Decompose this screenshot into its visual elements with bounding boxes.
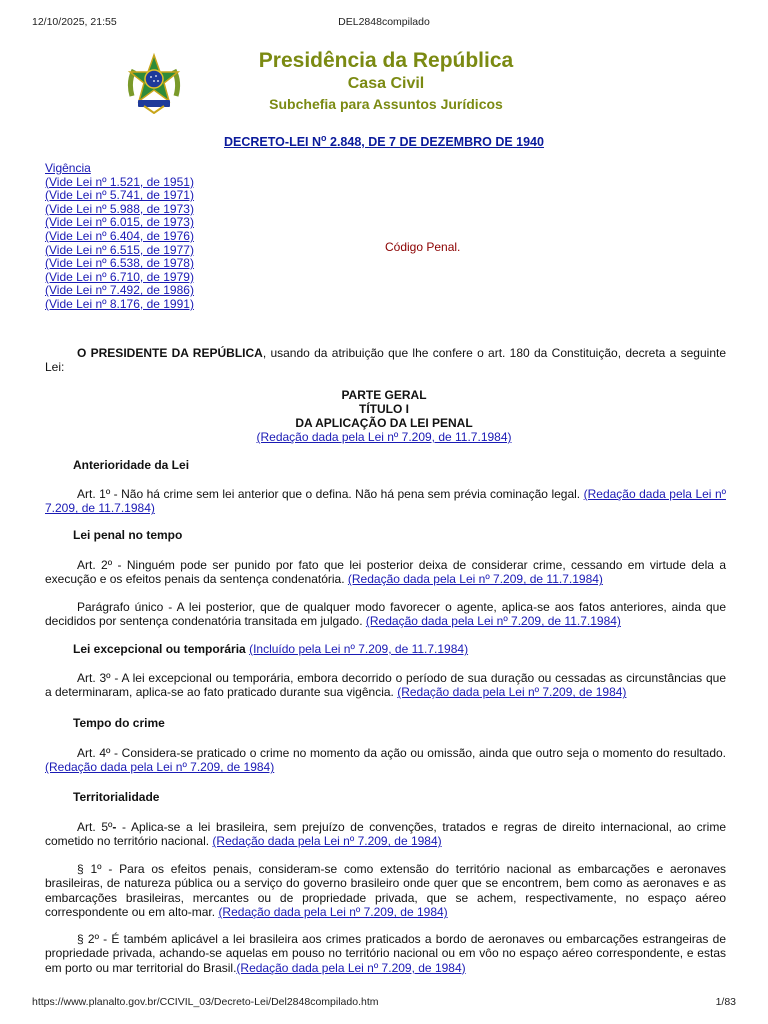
masthead-casa-civil: Casa Civil xyxy=(347,75,425,92)
decree-title[interactable]: DECRETO-LEI $N^o$ 2.848, DE 7 DE DEZEMBRO DE 1940 xyxy=(224,133,544,150)
art-5-paragrafo-1: § 1º - Para os efeitos penais, consideram-se como extensão do território nacional as embarcações e aeronaves brasileiras, de natureza pública ou a serviço do governo brasileiro onde quer que se encontrem, bem como as aeronaves e as embarcações brasileiras, mercantes ou de propriedade privada, que se achem, respectivamente, no espaço aéreo correspondente ou em alto-mar. (Redação dada pela Lei nº 7.209, de 1984) xyxy=(45,862,726,920)
preamble: O PRESIDENTE DA REPÚBLICA, usando da atribuição que lhe confere o art. 180 da Constituição, decreta a seguinte Lei: xyxy=(45,346,726,375)
print-datetime: 12/10/2025, 21:55 xyxy=(32,16,117,28)
art-5-p2-redacao-link[interactable]: (Redação dada pela Lei nº 7.209, de 1984) xyxy=(236,960,466,975)
art-4: Art. 4º - Considera-se praticado o crime no momento da ação ou omissão, ainda que outro seja o momento do resultado.(Redação dada pela Lei nº 7.209, de 1984) xyxy=(45,746,726,775)
vide-link[interactable]: (Vide Lei nº 7.492, de 1986) xyxy=(45,283,194,298)
lei-excepcional-incluido-link[interactable]: (Incluído pela Lei nº 7.209, de 11.7.1984) xyxy=(249,642,469,656)
art-3: Art. 3º - A lei excepcional ou temporária, embora decorrido o período de sua duração ou cessadas as circunstâncias que a determinaram, aplica-se ao fato praticado durante sua vigência. (Redação dada pela Lei nº 7.209, de 1984) xyxy=(45,671,726,700)
vide-link[interactable]: (Vide Lei nº 5.741, de 1971) xyxy=(45,188,194,203)
coat-of-arms-icon xyxy=(124,52,184,114)
section-anterioridade: Anterioridade da Lei xyxy=(73,458,190,472)
vide-link[interactable]: (Vide Lei nº 6.015, de 1973) xyxy=(45,215,194,230)
section-tempo-crime: Tempo do crime xyxy=(73,716,165,730)
codigo-penal-label: Código Penal. xyxy=(385,240,461,254)
art-2-redacao-link[interactable]: (Redação dada pela Lei nº 7.209, de 11.7.1984) xyxy=(347,572,603,587)
masthead-subchefia: Subchefia para Assuntos Jurídicos xyxy=(269,96,503,112)
masthead-presidencia: Presidência da República xyxy=(258,49,514,72)
page-number: 1/83 xyxy=(715,996,736,1008)
vide-link[interactable]: (Vide Lei nº 8.176, de 1991) xyxy=(45,296,194,311)
vide-link[interactable]: (Vide Lei nº 5.988, de 1973) xyxy=(45,201,194,216)
art-1-redacao-link[interactable]: (Redação dada pela Lei nº 7.209, de 11.7.1984) xyxy=(45,487,726,516)
vigencia-link[interactable]: Vigência xyxy=(45,161,91,175)
vide-link[interactable]: (Vide Lei nº 1.521, de 1951) xyxy=(45,174,194,189)
art-4-redacao-link[interactable]: (Redação dada pela Lei nº 7.209, de 1984) xyxy=(45,760,275,775)
art-2-paragrafo-redacao-link[interactable]: (Redação dada pela Lei nº 7.209, de 11.7.1984) xyxy=(365,614,621,629)
vide-link[interactable]: (Vide Lei nº 6.515, de 1977) xyxy=(45,242,194,257)
print-url: https://www.planalto.gov.br/CCIVIL_03/Decreto-Lei/Del2848compilado.htm xyxy=(32,996,379,1008)
parte-geral-redacao-link[interactable]: (Redação dada pela Lei nº 7.209, de 11.7.1984) xyxy=(256,430,512,444)
art-5-paragrafo-2: § 2º - É também aplicável a lei brasileira aos crimes praticados a bordo de aeronaves ou embarcações estrangeiras de propriedade privada, achando-se aquelas em pouso no território nacional ou em vôo no espaço aéreo correspondente, e estas em porto ou mar territorial do Brasil.(Redação dada pela Lei nº 7.209, de 1984) xyxy=(45,932,726,975)
vide-link[interactable]: (Vide Lei nº 6.710, de 1979) xyxy=(45,269,194,284)
print-doc-name: DEL2848compilado xyxy=(338,16,430,28)
vide-link[interactable]: (Vide Lei nº 6.404, de 1976) xyxy=(45,228,194,243)
art-2-paragrafo-unico: Parágrafo único - A lei posterior, que de qualquer modo favorecer o agente, aplica-se aos fatos anteriores, ainda que decididos por sentença condenatória transitada em julgado. (Redação dada pela Lei nº 7.209, de 11.7.1984) xyxy=(45,600,726,629)
masthead xyxy=(200,48,572,113)
art-5-redacao-link[interactable]: (Redação dada pela Lei nº 7.209, de 1984) xyxy=(212,834,442,849)
art-5: Art. 5º- - Aplica-se a lei brasileira, sem prejuízo de convenções, tratados e regras de direito internacional, ao crime cometido no território nacional. (Redação dada pela Lei nº 7.209, de 1984) xyxy=(45,820,726,849)
art-3-redacao-link[interactable]: (Redação dada pela Lei nº 7.209, de 1984) xyxy=(397,685,627,700)
parte-geral-heading: PARTE GERAL TÍTULO I DA APLICAÇÃO DA LEI PENAL (Redação dada pela Lei nº 7.209, de 11.7.1984) xyxy=(256,388,512,444)
section-lei-penal-tempo: Lei penal no tempo xyxy=(73,528,183,542)
vide-link[interactable]: (Vide Lei nº 6.538, de 1978) xyxy=(45,256,194,271)
vide-links-list xyxy=(45,162,194,312)
art-5-p1-redacao-link[interactable]: (Redação dada pela Lei nº 7.209, de 1984) xyxy=(218,905,448,920)
section-territorialidade: Territorialidade xyxy=(73,790,160,804)
art-2: Art. 2º - Ninguém pode ser punido por fato que lei posterior deixa de considerar crime, cessando em virtude dela a execução e os efeitos penais da sentença condenatória. (Redação dada pela Lei nº 7.209, de 11.7.1984) xyxy=(45,558,726,587)
art-1: Art. 1º - Não há crime sem lei anterior que o defina. Não há pena sem prévia cominação legal. (Redação dada pela Lei nº 7.209, de 11.7.1984) xyxy=(45,487,726,516)
section-lei-excepcional: Lei excepcional ou temporária (Incluído pela Lei nº 7.209, de 11.7.1984) xyxy=(73,642,469,656)
